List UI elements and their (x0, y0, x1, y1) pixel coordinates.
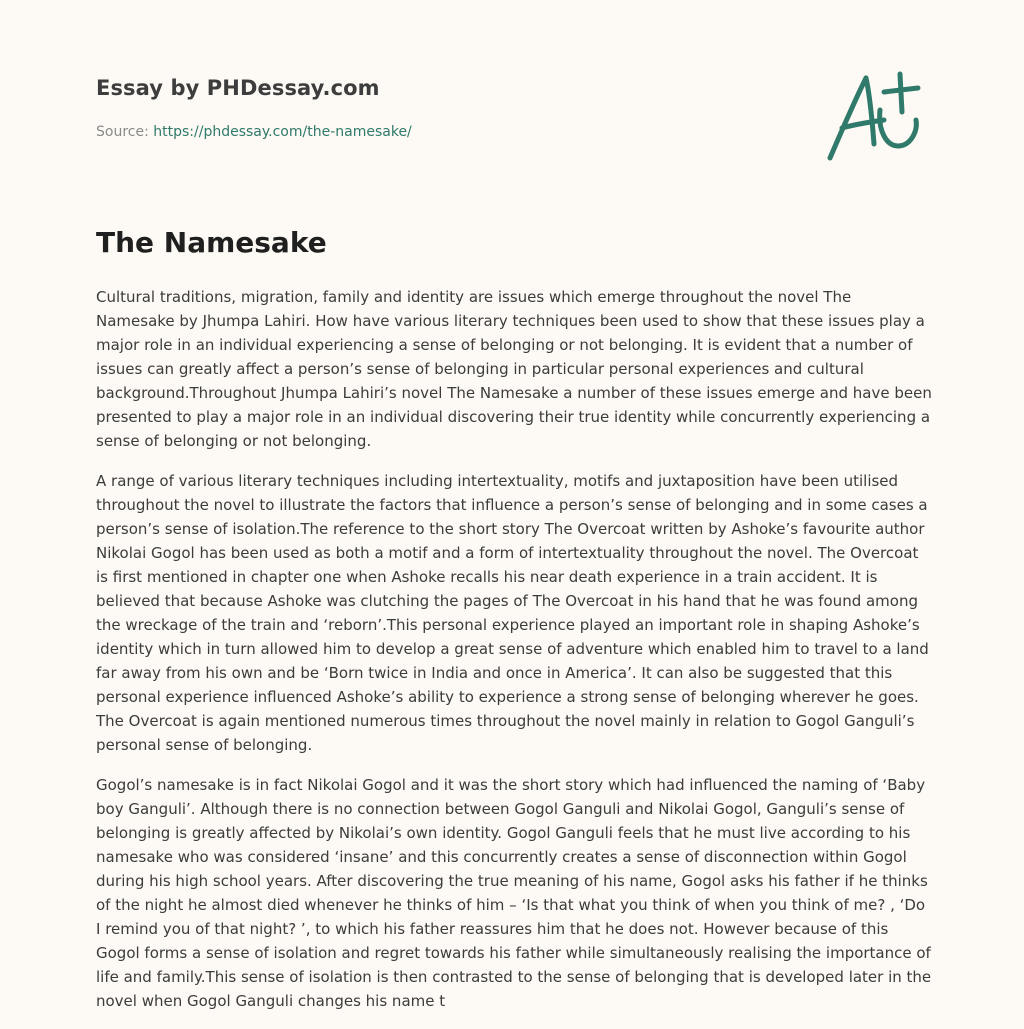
essay-title: The Namesake (96, 226, 327, 259)
essay-paragraph: Cultural traditions, migration, family and identity are issues which emerge throughout the novel The Namesake by Jhumpa Lahiri. How have various literary techniques been used to show that these issues play a major role in an individual experiencing a sense of belonging or not belonging. It is evident that a number of issues can greatly affect a person’s sense of belonging in particular personal experiences and cultural background.Throughout Jhumpa Lahiri’s novel The Namesake a number of these issues emerge and have been presented to play a major role in an individual discovering their true identity while concurrently experiencing a sense of belonging or not belonging. (96, 288, 932, 450)
source-label: Source: (96, 124, 154, 140)
site-brand: Essay by PHDessay.com (96, 76, 380, 100)
source-link[interactable]: https://phdessay.com/the-namesake/ (153, 124, 412, 140)
source-line (96, 124, 412, 140)
essay-body (96, 285, 934, 1029)
essay-paragraph: Gogol’s namesake is in fact Nikolai Gogol and it was the short story which had influenced the naming of ‘Baby boy Ganguli’. Although there is no connection between Gogol Ganguli and Nikolai Gogol, Ganguli’s sense of belonging is greatly affected by Nikolai’s own identity. Gogol Ganguli feels that he must live according to his namesake who was considered ‘insane’ and this concurrently creates a sense of disconnection within Gogol during his high school years. After discovering the true meaning of his name, Gogol asks his father if he thinks of the night he almost died whenever he thinks of him – ‘Is that what you think of when you think of me? , ‘Do I remind you of that night? ’, to which his father reassures him that he does not. However because of this Gogol forms a sense of isolation and regret towards his father while simultaneously realising the importance of life and family.This sense of isolation is then contrasted to the sense of belonging that is developed later in the novel when Gogol Ganguli changes his name t (96, 776, 932, 1010)
essay-paragraph: A range of various literary techniques including intertextuality, motifs and juxtaposition have been utilised throughout the novel to illustrate the factors that influence a person’s sense of belonging and in some cases a person’s sense of isolation.The reference to the short story The Overcoat written by Ashoke’s favourite author Nikolai Gogol has been used as both a motif and a form of intertextuality throughout the novel. The Overcoat is first mentioned in chapter one when Ashoke recalls his near death experience in a train accident. It is believed that because Ashoke was clutching the pages of The Overcoat in his hand that he was found among the wreckage of the train and ‘reborn’.This personal experience played an important role in shaping Ashoke’s identity which in turn allowed him to develop a great sense of adventure which enabled him to travel to a land far away from his own and be ‘Born twice in India and once in America’. It can also be suggested that this personal experience influenced Ashoke’s ability to experience a strong sense of belonging wherever he goes. The Overcoat is again mentioned numerous times throughout the novel mainly in relation to Gogol Ganguli’s personal sense of belonging. (96, 472, 929, 754)
a-plus-logo-icon (820, 66, 928, 166)
